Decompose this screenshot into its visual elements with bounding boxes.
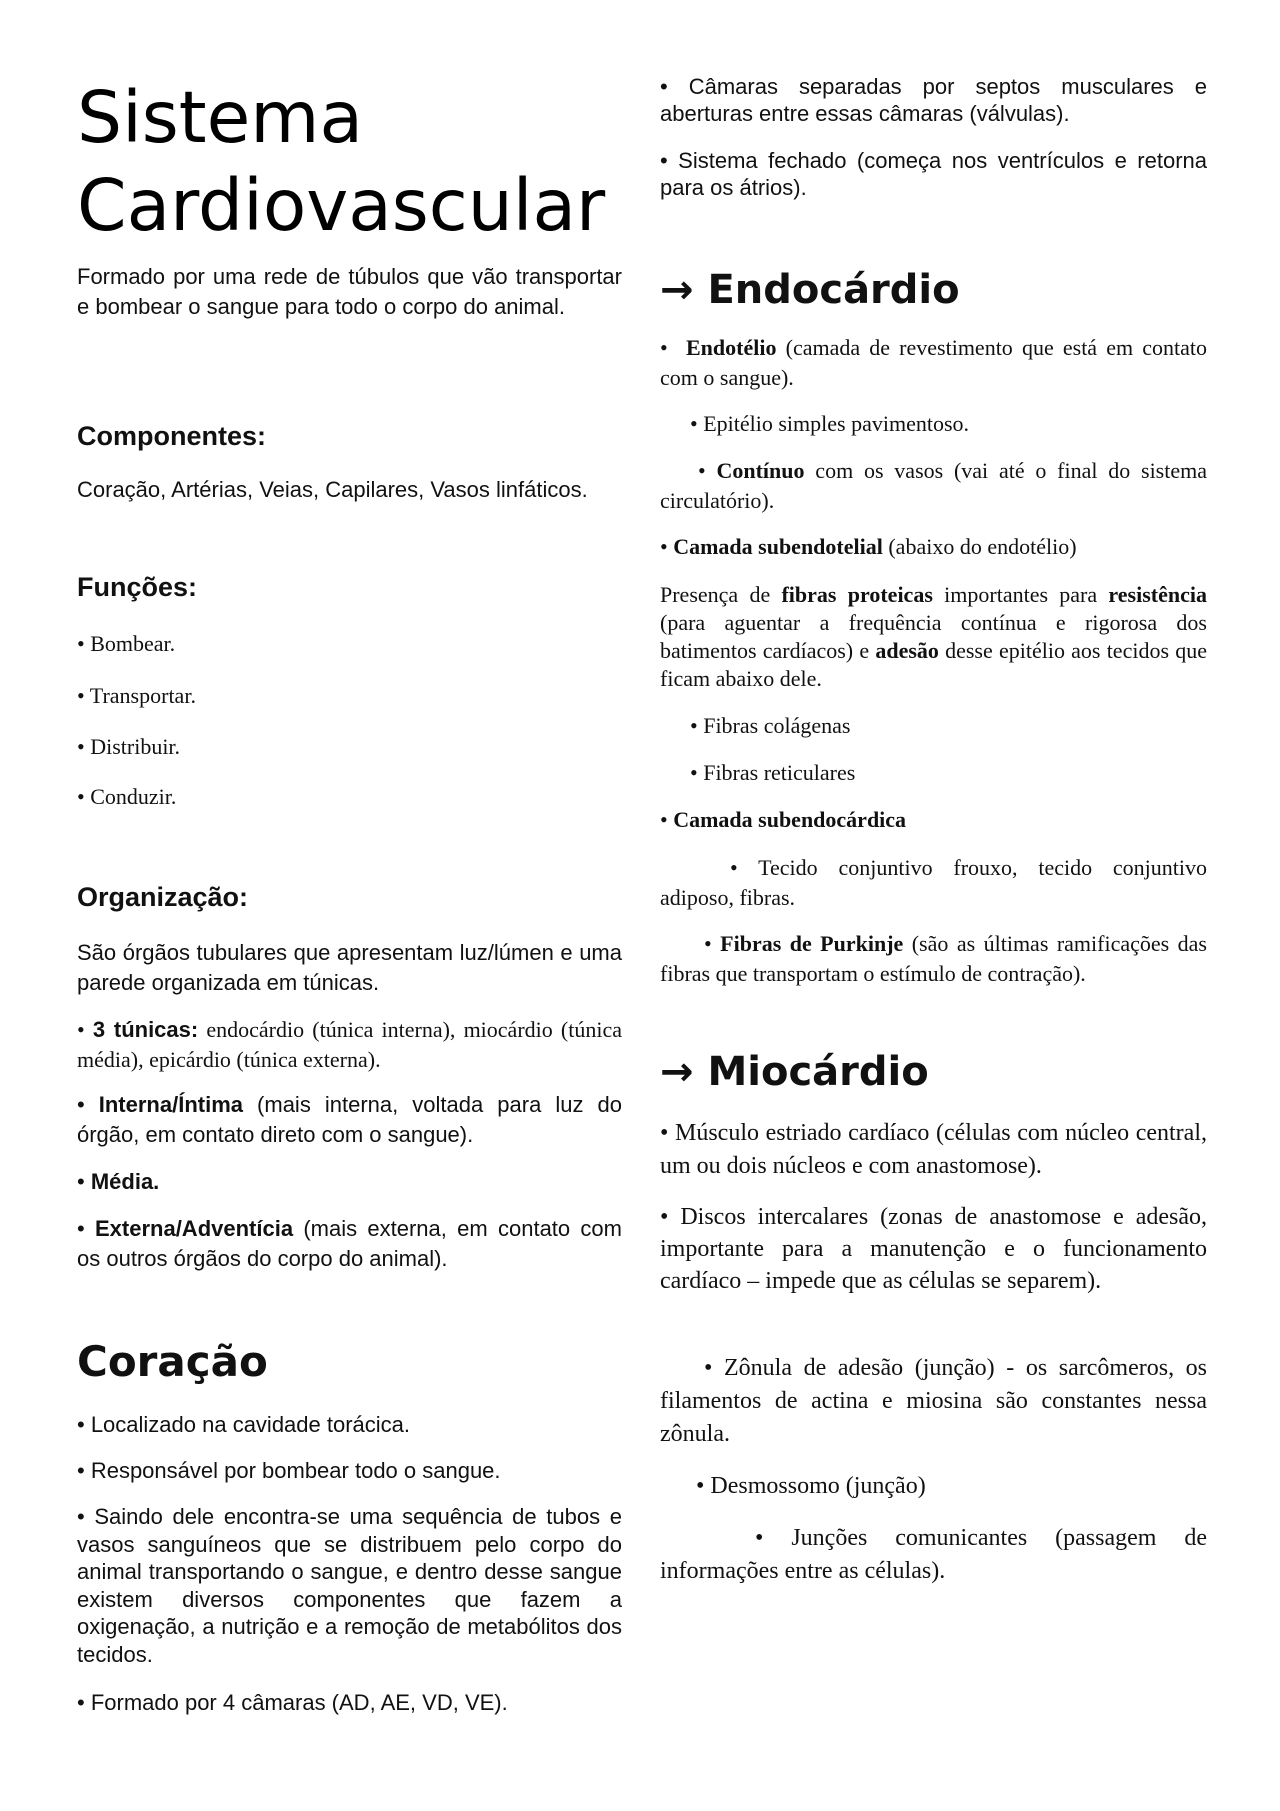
- subendotelial-item: • Camada subendotelial (abaixo do endotélio): [660, 534, 1077, 559]
- continuo-text: com os vasos (vai até o final do sistema circulatório).: [660, 458, 1207, 513]
- funcao-item: • Transportar.: [77, 683, 196, 708]
- subendotelial-text: (abaixo do endotélio): [882, 534, 1077, 559]
- organizacao-text: São órgãos tubulares que apresentam luz/lúmen e uma parede organizada em túnicas.: [77, 940, 622, 995]
- subendocardica-item: • Camada subendocárdica: [660, 807, 907, 832]
- endocardio-heading: → Endocárdio: [660, 267, 960, 313]
- fibras-reticulares-item: • Fibras reticulares: [690, 760, 856, 785]
- miocardio-heading: → Miocárdio: [660, 1049, 929, 1095]
- endotelio-label: Endotélio: [686, 335, 777, 360]
- epitelio-item: • Epitélio simples pavimentoso.: [690, 411, 970, 436]
- juncoes-item: • Junções comunicantes (passagem de informações entre as células).: [660, 1525, 1207, 1584]
- camaras-item: • Câmaras separadas por septos musculares e aberturas entre essas câmaras (válvulas).: [660, 74, 1207, 126]
- componentes-heading: Componentes:: [77, 421, 266, 451]
- media-label: Média.: [90, 1169, 160, 1194]
- tunicas-label: 3 túnicas:: [92, 1017, 199, 1042]
- tecido-item: • Tecido conjuntivo frouxo, tecido conjuntivo adiposo, fibras.: [660, 855, 1207, 910]
- subendocardica-label: Camada subendocárdica: [673, 807, 907, 832]
- externa-item: • Externa/Adventícia (mais externa, em contato com os outros órgãos do corpo do animal).: [77, 1216, 622, 1271]
- media-item: • Média.: [77, 1169, 160, 1194]
- externa-text: (mais externa, em contato com os outros órgãos do corpo do animal).: [77, 1216, 622, 1271]
- discos-item: • Discos intercalares (zonas de anastomose e adesão, importante para a manutenção e o funcionamento cardíaco – impede que as células se separem).: [660, 1204, 1207, 1294]
- purkinje-item: • Fibras de Purkinje (são as últimas ramificações das fibras que transportam o estímulo de contração).: [660, 931, 1207, 986]
- fibras-colagenas-item: • Fibras colágenas: [690, 713, 851, 738]
- zonula-item: • Zônula de adesão (junção) - os sarcômeros, os filamentos de actina e miosina são constantes nessa zônula.: [660, 1355, 1207, 1447]
- intro-paragraph: Formado por uma rede de túbulos que vão transportar e bombear o sangue para todo o corpo do animal.: [77, 264, 622, 319]
- coracao-item: • Responsável por bombear todo o sangue.: [77, 1458, 501, 1483]
- continuo-item: • Contínuo com os vasos (vai até o final do sistema circulatório).: [660, 458, 1207, 513]
- continuo-label: Contínuo: [716, 458, 805, 483]
- componentes-text: Coração, Artérias, Veias, Capilares, Vasos linfáticos.: [77, 477, 588, 502]
- tunicas-text: endocárdio (túnica interna), miocárdio (túnica média), epicárdio (túnica externa).: [77, 1017, 622, 1072]
- interna-label: Interna/Íntima: [98, 1092, 243, 1117]
- page-title: Sistema Cardiovascular: [77, 76, 606, 247]
- purkinje-label: Fibras de Purkinje: [720, 931, 904, 956]
- coracao-heading: Coração: [77, 1337, 268, 1386]
- left-column: [77, 0, 622, 1811]
- funcao-item: • Conduzir.: [77, 784, 177, 809]
- sistema-item: • Sistema fechado (começa nos ventrículos e retorna para os átrios).: [660, 148, 1207, 200]
- funcao-item: • Bombear.: [77, 631, 176, 656]
- subendotelial-label: Camada subendotelial: [673, 534, 883, 559]
- coracao-item: • Formado por 4 câmaras (AD, AE, VD, VE).: [77, 1690, 508, 1715]
- externa-label: Externa/Adventícia: [94, 1216, 294, 1241]
- purkinje-text: (são as últimas ramificações das fibras que transportam o estímulo de contração).: [660, 931, 1207, 986]
- tunicas-item: • 3 túnicas: endocárdio (túnica interna), miocárdio (túnica média), epicárdio (túnica externa).: [77, 1017, 622, 1072]
- musculo-item: • Músculo estriado cardíaco (células com núcleo central, um ou dois núcleos e com anastomose).: [660, 1120, 1207, 1179]
- desmossomo-item: • Desmossomo (junção): [696, 1473, 926, 1499]
- coracao-item: • Saindo dele encontra-se uma sequência de tubos e vasos sanguíneos que se distribuem pelo corpo do animal transportando o sangue, e dentro desse sangue existem diversos componentes que fazem a oxigenação, a nutrição e a remoção de metabólitos dos tecidos.: [77, 1504, 622, 1667]
- interna-item: • Interna/Íntima (mais interna, voltada para luz do órgão, em contato direto com o sangue).: [77, 1092, 622, 1147]
- interna-text: (mais interna, voltada para luz do órgão, em contato direto com o sangue).: [77, 1092, 622, 1147]
- coracao-item: • Localizado na cavidade torácica.: [77, 1412, 411, 1437]
- endotelio-item: • Endotélio (camada de revestimento que está em contato com o sangue).: [660, 335, 1207, 390]
- funcoes-heading: Funções:: [77, 572, 198, 602]
- organizacao-heading: Organização:: [77, 882, 249, 912]
- endotelio-text: (camada de revestimento que está em contato com o sangue).: [660, 335, 1207, 390]
- right-column: [660, 0, 1207, 1811]
- funcao-item: • Distribuir.: [77, 734, 181, 759]
- presenca-paragraph: Presença de fibras proteicas importantes para resistência (para aguentar a frequência contínua e rigorosa dos batimentos cardíacos) e adesão desse epitélio aos tecidos que ficam abaixo dele.: [660, 582, 1207, 691]
